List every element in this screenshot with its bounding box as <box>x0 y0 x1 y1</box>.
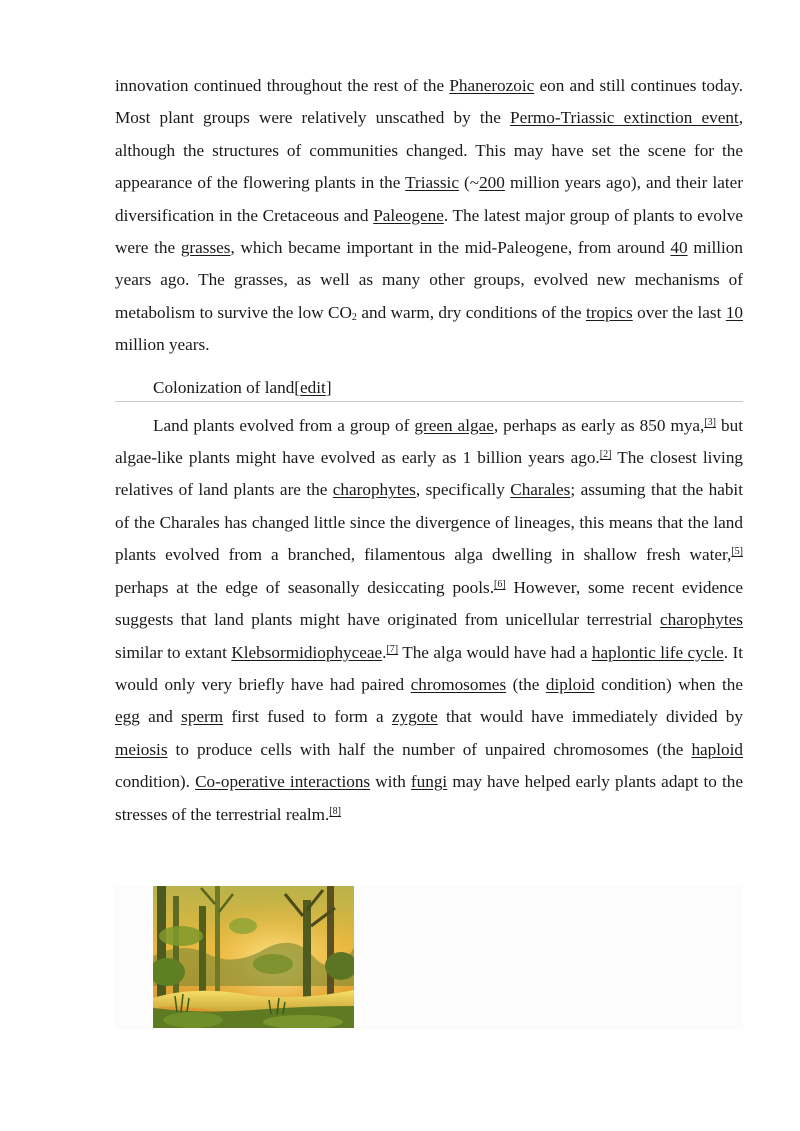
link-co-operative-interactions[interactable]: Co-operative interactions <box>195 772 371 792</box>
paragraph-phanerozoic <box>115 70 743 362</box>
link-triassic[interactable]: Triassic <box>405 173 459 193</box>
text: (~ <box>458 173 480 193</box>
section-heading-colonization-of-land <box>115 376 743 402</box>
link-charophytes[interactable]: charophytes <box>332 480 416 500</box>
text: first fused to form a <box>223 707 392 727</box>
link-sperm[interactable]: sperm <box>181 707 224 727</box>
text: million years ago), and their later diversification in the Cretaceous and <box>115 173 743 225</box>
link-phanerozoic[interactable]: Phanerozoic <box>449 76 535 95</box>
figure-container <box>115 886 743 1030</box>
text: perhaps at the edge of seasonally desiccating pools. <box>115 577 494 597</box>
reference-2[interactable]: [2] <box>599 449 612 461</box>
reference-3[interactable]: [3] <box>704 416 717 428</box>
text: . It would only very briefly have had paired <box>115 642 743 694</box>
text: , perhaps as early as 850 mya, <box>493 415 705 435</box>
link-klebsormidiophyceae[interactable]: Klebsormidiophyceae <box>231 642 383 662</box>
link-egg[interactable]: egg <box>115 707 140 727</box>
text: million years. <box>115 335 210 355</box>
link-permo-triassic-extinction-event[interactable]: Permo-Triassic extinction event <box>510 108 739 128</box>
link-haploid[interactable]: haploid <box>691 739 743 759</box>
bracket-open: [ <box>294 377 301 397</box>
text: innovation continued throughout the rest of the <box>115 76 450 95</box>
link-diploid[interactable]: diploid <box>545 674 595 694</box>
text: with <box>370 772 411 792</box>
text: condition) when the <box>594 674 743 694</box>
text: similar to extant <box>115 642 232 662</box>
text: . The latest major group of plants to evolve were the <box>115 205 743 258</box>
link-zygote[interactable]: zygote <box>391 707 438 727</box>
reference-5[interactable]: [5] <box>731 546 743 558</box>
link-200[interactable]: 200 <box>479 173 505 193</box>
link-chromosomes[interactable]: chromosomes <box>410 674 507 694</box>
text: Land plants evolved from a group of <box>153 415 415 435</box>
link-40[interactable]: 40 <box>670 238 688 258</box>
link-fungi[interactable]: fungi <box>410 772 448 792</box>
link-charales[interactable]: Charales <box>510 480 571 500</box>
section-heading-title: Colonization of land <box>153 377 295 397</box>
text: However, some recent evidence suggests that land plants might have originated from unicellular terrestrial <box>115 577 743 630</box>
text: to produce cells with half the number of unpaired chromosomes (the <box>167 739 692 759</box>
reference-8[interactable]: [8] <box>329 805 341 817</box>
text: may have helped early plants adapt to the stresses of the terrestrial realm. <box>115 772 744 824</box>
link-meiosis[interactable]: meiosis <box>115 739 168 759</box>
text: over the last <box>632 302 726 322</box>
article-body <box>115 70 743 831</box>
text: condition). <box>115 772 196 792</box>
text: (the <box>506 674 546 694</box>
link-10[interactable]: 10 <box>725 302 744 322</box>
landscape-illustration <box>153 886 354 1028</box>
text: but algae-like plants might have evolved as early as 1 billion years ago. <box>115 415 743 468</box>
text: and warm, dry conditions of the <box>356 302 586 322</box>
reference-7[interactable]: [7] <box>386 643 399 655</box>
bracket-close: ] <box>325 377 332 397</box>
text: ; assuming that the habit of the Charales has changed little since the divergence of lineages, this means that the land plants evolved from a branched, filamentous alga dwelling in shallow fresh water, <box>115 480 743 565</box>
link-paleogene[interactable]: Paleogene <box>373 205 444 225</box>
text: that would have immediately divided by <box>437 707 743 727</box>
edit-link[interactable]: edit <box>300 377 326 397</box>
link-grasses[interactable]: grasses <box>180 238 231 258</box>
link-tropics[interactable]: tropics <box>585 302 633 322</box>
text: and <box>139 707 182 727</box>
link-charophytes-2[interactable]: charophytes <box>659 610 743 630</box>
devonian-landscape-image[interactable] <box>153 886 354 1028</box>
text: eon and still continues today. Most plant groups were relatively unscathed by the <box>115 76 743 128</box>
link-green-algae[interactable]: green algae <box>414 415 494 435</box>
reference-6[interactable]: [6] <box>494 578 506 590</box>
text: , specifically <box>415 480 511 500</box>
text: , although the structures of communities changed. This may have set the scene for the appearance of the flowering plants in the <box>115 108 743 193</box>
text: million years ago. The grasses, as well as many other groups, evolved new mechanisms of metabolism to survive the low CO <box>115 238 743 322</box>
text: , which became important in the mid-Paleogene, from around <box>230 238 671 258</box>
link-haplontic-life-cycle[interactable]: haplontic life cycle <box>591 642 724 662</box>
paragraph-colonization <box>115 410 743 831</box>
text: The closest living relatives of land plants are the <box>115 448 744 500</box>
text: . <box>382 642 387 662</box>
subscript-2: 2 <box>351 311 357 323</box>
text: The alga would have had a <box>398 642 592 662</box>
